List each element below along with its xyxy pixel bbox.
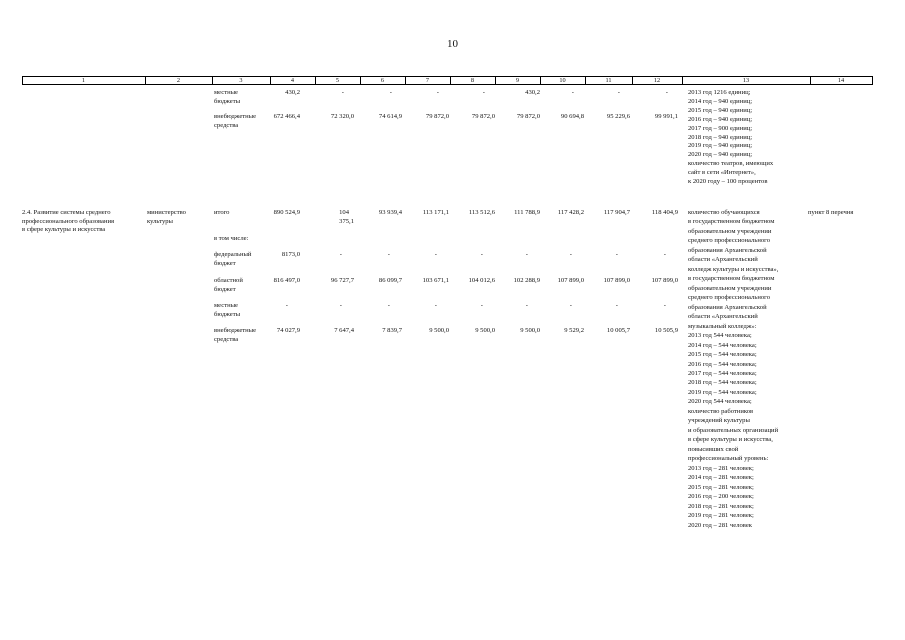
row-label: бюджет [214, 285, 236, 293]
cell-value: 107 899,0 [651, 277, 678, 284]
indicator-line: среднего профессионального [688, 294, 770, 302]
indicator-line: 2019 год – 544 человека; [688, 388, 757, 396]
cell-value: - [389, 89, 392, 96]
cell-value: - [525, 251, 528, 258]
indicator-line: 2013 год – 281 человек; [688, 464, 754, 472]
cell-value: - [436, 89, 439, 96]
indicator-line: среднего профессионального [688, 237, 770, 245]
header-column-number: 3 [239, 76, 243, 84]
indicator-line: количество обучающихся [688, 209, 760, 216]
indicator-line: 2015 год – 940 единиц; [688, 106, 753, 114]
row-label: средства [214, 335, 239, 343]
cell-value: 79 872,0 [425, 113, 449, 120]
cell-value: - [480, 302, 483, 309]
cell-value: 7 647,4 [334, 327, 354, 334]
cell-value: 79 872,0 [471, 113, 495, 120]
header-column-number: 5 [335, 76, 340, 84]
cell-value: 113 171,1 [422, 209, 449, 216]
cell-value: - [482, 89, 485, 96]
indicator-line: музыкальный колледж»: [688, 322, 757, 330]
indicator-line: повысивших свой [688, 445, 739, 453]
indicator-line: количество работников [688, 407, 754, 415]
cell-value: 9 500,0 [429, 327, 449, 334]
cell-value: - [434, 302, 437, 309]
indicator-line: учреждений культуры [688, 417, 750, 425]
indicator-line: 2020 год – 940 единиц; [688, 151, 753, 159]
indicator-line: 2016 год – 940 единиц; [688, 115, 753, 123]
cell-value: 111 788,9 [514, 209, 540, 216]
cell-value: 430,2 [285, 89, 300, 96]
indicator-line: 2017 год – 544 человека; [688, 369, 757, 377]
indicator-line: 2017 год – 900 единиц; [688, 124, 753, 132]
cell-value: - [339, 251, 342, 258]
indicator-line: колледж культуры и искусства», [688, 265, 779, 273]
cell-value: - [339, 302, 342, 309]
row-label: местные [214, 302, 238, 309]
indicator-line: в государственном бюджетном [688, 275, 775, 283]
header-column-number: 6 [380, 76, 385, 84]
cell-value: - [387, 302, 390, 309]
row-label: бюджеты [214, 97, 241, 105]
cell-value: - [569, 251, 572, 258]
cell-value: 9 529,2 [564, 327, 584, 334]
indicator-line: образовательном учреждении [688, 284, 772, 292]
reference-note: пункт 8 перечня [808, 209, 854, 216]
row-label: средства [214, 121, 239, 129]
cell-value: 118 404,9 [651, 209, 678, 216]
cell-value: - [285, 302, 288, 309]
header-column-number: 9 [515, 76, 520, 84]
indicator-line: 2019 год – 940 единиц; [688, 142, 753, 150]
cell-value: 816 497,0 [273, 277, 300, 284]
cell-value: 102 288,9 [513, 277, 540, 284]
indicator-line: 2013 год 544 человека; [688, 332, 752, 340]
cell-value: 93 939,4 [378, 209, 402, 216]
cell-value: - [571, 89, 574, 96]
cell-value: 9 500,0 [475, 327, 495, 334]
row-label: внебюджетные [214, 113, 257, 120]
cell-value: 10 505,9 [654, 327, 678, 334]
cell-value: - [615, 302, 618, 309]
cell-value: 10 005,7 [606, 327, 630, 334]
indicator-line: 2018 год – 281 человек; [688, 502, 754, 510]
row-label: в том числе: [214, 235, 249, 242]
indicator-line: профессиональный уровень: [688, 455, 769, 463]
cell-value: 74 614,9 [378, 113, 402, 120]
cell-value: 113 512,6 [468, 209, 495, 216]
indicator-line: 2020 год – 281 человек [688, 521, 753, 529]
cell-value: 74 027,9 [276, 327, 300, 334]
cell-value: 890 524,9 [273, 209, 300, 216]
indicator-line: образования Архангельской [688, 303, 767, 311]
row-label: местные [214, 89, 238, 96]
header-column-number: 11 [605, 76, 612, 84]
header-column-number: 1 [81, 76, 86, 84]
indicator-line: 2014 год – 940 единиц; [688, 97, 753, 105]
cell-value: 9 500,0 [520, 327, 540, 334]
cell-value: 99 991,1 [654, 113, 678, 120]
cell-value: - [615, 251, 618, 258]
indicator-line: области «Архангельский [688, 313, 758, 321]
cell-value: 8173,0 [281, 251, 300, 258]
indicator-line: 2018 год – 940 единиц; [688, 133, 753, 141]
header-column-number: 14 [837, 76, 845, 84]
executor-name: культуры [147, 217, 173, 225]
cell-value: - [480, 251, 483, 258]
indicator-line: 2016 год – 544 человека; [688, 360, 757, 368]
indicator-line: в сфере культуры и искусства, [688, 436, 773, 444]
cell-value: 90 694,8 [560, 113, 584, 120]
cell-value: - [663, 302, 666, 309]
header-column-number: 4 [290, 76, 295, 84]
cell-value: 107 899,0 [557, 277, 584, 284]
indicator-line: области «Архангельский [688, 256, 758, 264]
cell-value: 375,1 [339, 217, 354, 225]
cell-value: - [665, 89, 668, 96]
indicator-line: к 2020 году – 100 процентов [688, 178, 768, 185]
cell-value: 96 727,7 [330, 277, 354, 284]
indicator-line: количество театров, имеющих [688, 160, 774, 168]
cell-value: 86 099,7 [378, 277, 402, 284]
cell-value: 7 839,7 [382, 327, 402, 334]
indicator-line: 2016 год – 200 человек; [688, 493, 754, 501]
measure-name: 2.4. Развитие системы среднего [22, 209, 111, 216]
row-label: бюджет [214, 259, 236, 267]
cell-value: 95 229,6 [606, 113, 630, 120]
cell-value: - [341, 89, 344, 96]
cell-value: 117 428,2 [557, 209, 584, 216]
indicator-line: 2015 год – 544 человека; [688, 351, 757, 359]
indicator-line: 2018 год – 544 человека; [688, 379, 757, 387]
cell-value: 79 872,0 [516, 113, 540, 120]
cell-value: - [569, 302, 572, 309]
measure-name: профессионального образования [22, 217, 115, 225]
header-column-divider [872, 76, 873, 85]
measure-name: в сфере культуры и искусства [22, 226, 106, 233]
cell-value: - [663, 251, 666, 258]
row-label: итого [214, 209, 230, 216]
cell-value: - [617, 89, 620, 96]
header-column-number: 2 [176, 76, 181, 84]
row-label: областной [214, 277, 243, 284]
row-label: внебюджетные [214, 327, 257, 334]
cell-value: 117 904,7 [603, 209, 630, 216]
indicator-line: 2013 год 1216 единиц; [688, 89, 751, 96]
cell-value: 107 899,0 [603, 277, 630, 284]
header-column-number: 8 [470, 76, 475, 84]
header-column-number: 7 [425, 76, 430, 84]
page-number: 10 [447, 38, 458, 50]
cell-value: 103 671,1 [422, 277, 449, 284]
cell-value: 672 466,4 [273, 113, 300, 120]
indicator-line: и образовательных организаций [688, 426, 779, 434]
indicator-line: 2015 год – 281 человек; [688, 483, 754, 491]
header-column-number: 10 [559, 76, 566, 84]
indicator-line: образовательном учреждении [688, 227, 772, 235]
indicator-line: в государственном бюджетном [688, 218, 775, 226]
indicator-line: 2014 год – 544 человека; [688, 341, 757, 349]
cell-value: - [525, 302, 528, 309]
executor-name: министерство [147, 209, 186, 216]
cell-value: - [387, 251, 390, 258]
indicator-line: 2020 год 544 человека; [688, 398, 752, 406]
indicator-line: сайт в сети «Интернет», [688, 169, 756, 177]
header-column-number: 12 [653, 76, 661, 84]
cell-value: - [434, 251, 437, 258]
header-column-number: 13 [742, 76, 750, 84]
cell-value: 72 320,0 [330, 113, 354, 120]
indicator-line: образования Архангельской [688, 246, 767, 254]
cell-value: 430,2 [525, 89, 540, 96]
cell-value: 104 [339, 209, 349, 216]
row-label: федеральный [214, 251, 252, 258]
cell-value: 104 012,6 [468, 277, 495, 284]
indicator-line: 2019 год – 281 человек; [688, 512, 754, 520]
indicator-line: 2014 год – 281 человек; [688, 474, 754, 482]
row-label: бюджеты [214, 310, 241, 318]
